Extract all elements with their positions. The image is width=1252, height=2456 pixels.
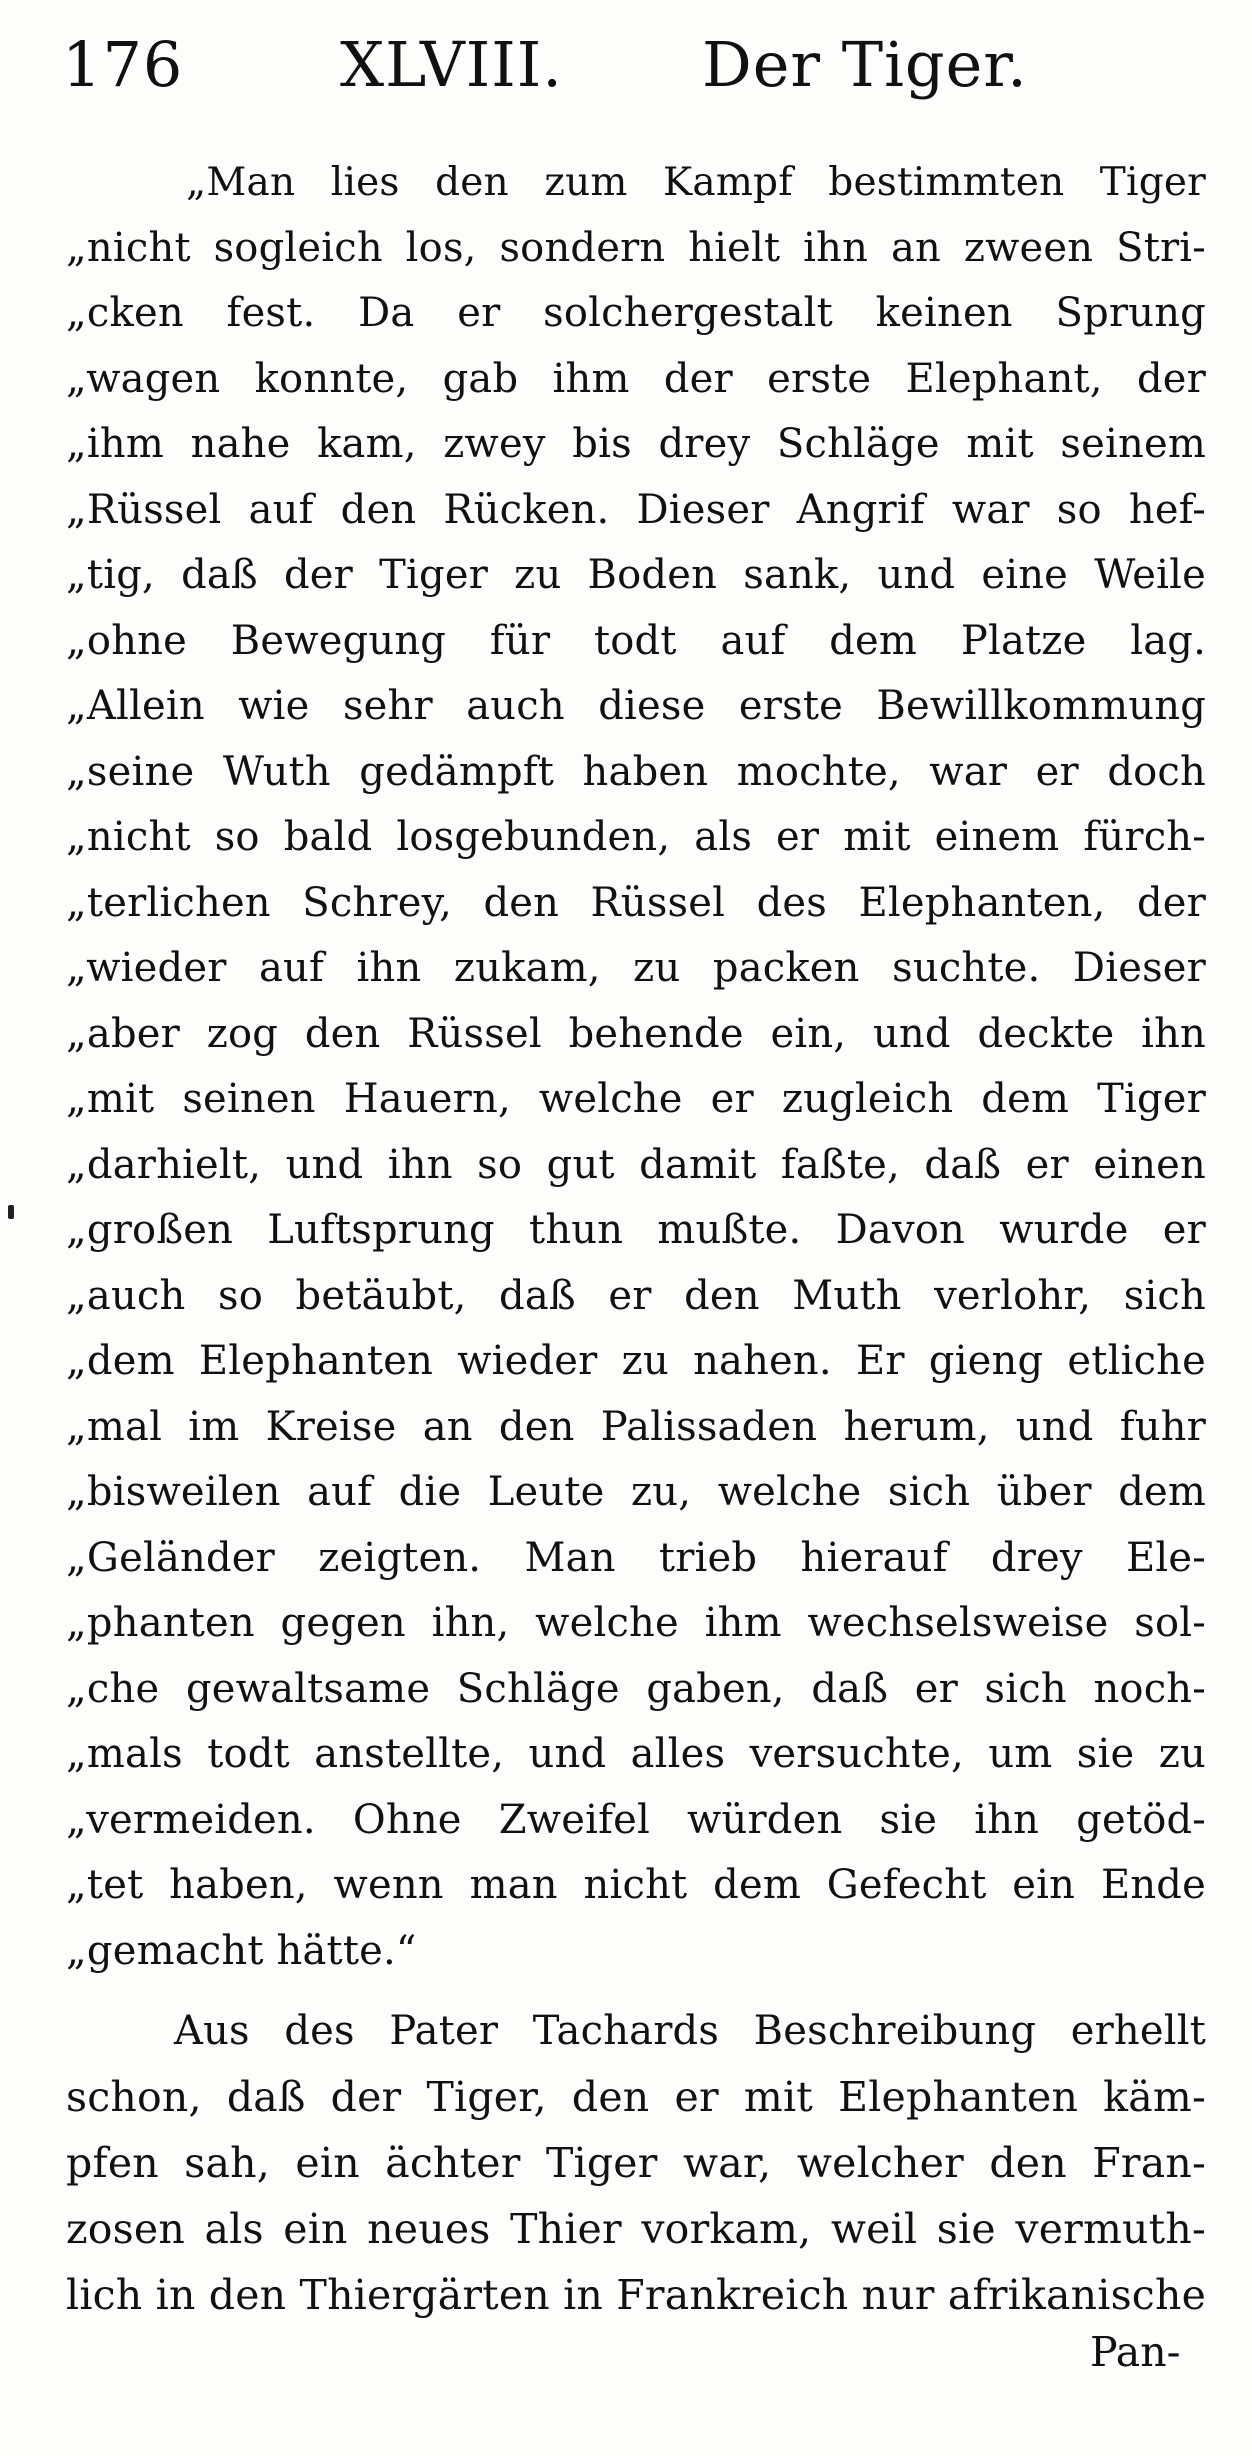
text-line: „wagen konnte, gab ihm der erste Elephant, der [66, 355, 1206, 402]
text-line: „mals todt anstellte, und alles versuchte, um sie zu [66, 1731, 1206, 1777]
text-line: „Rüssel auf den Rücken. Dieser Angrif war so hef- [66, 486, 1206, 533]
text-line: zosen als ein neues Thier vorkam, weil sie vermuth- [66, 2205, 1206, 2253]
text-line: „wieder auf ihn zukam, zu packen suchte. Dieser [66, 945, 1206, 991]
text-line: „nicht sogleich los, sondern hielt ihn an zween Stri- [66, 224, 1206, 271]
text-line: „dem Elephanten wieder zu nahen. Er gieng etliche [66, 1338, 1206, 1384]
text-line: „darhielt, und ihn so gut damit faßte, daß er einen [66, 1141, 1206, 1188]
body-paragraph [66, 1998, 1206, 2328]
text-line: „gemacht hätte.“ [66, 1927, 417, 1974]
text-line: „vermeiden. Ohne Zweifel würden sie ihn getöd- [66, 1796, 1206, 1843]
text-line: „tig, daß der Tiger zu Boden sank, und eine Weile [66, 552, 1206, 598]
margin-mark [8, 1205, 14, 1219]
page-number: 176 [62, 28, 184, 101]
text-line: „aber zog den Rüssel behende ein, und deckte ihn [66, 1010, 1206, 1057]
text-line: „mit seinen Hauern, welche er zugleich dem Tiger [66, 1076, 1206, 1122]
text-line: „ihm nahe kam, zwey bis drey Schläge mit seinem [66, 421, 1206, 467]
catchword: Pan- [1090, 2328, 1181, 2376]
text-line: „ohne Bewegung für todt auf dem Platze lag. [66, 617, 1206, 664]
text-line: „Geländer zeigten. Man trieb hierauf drey Ele- [66, 1534, 1206, 1581]
text-line: „mal im Kreise an den Palissaden herum, und fuhr [66, 1403, 1206, 1450]
text-line: Aus des Pater Tachards Beschreibung erhellt [174, 2008, 1206, 2054]
running-title: Der Tiger. [702, 28, 1028, 101]
text-line: „phanten gegen ihn, welche ihm wechselsweise sol- [66, 1600, 1206, 1646]
text-line: „großen Luftsprung thun mußte. Davon wurde er [66, 1207, 1206, 1253]
text-line: „seine Wuth gedämpft haben mochte, war er doch [66, 748, 1206, 795]
text-line: „bisweilen auf die Leute zu, welche sich über dem [66, 1469, 1206, 1515]
page-header [62, 18, 1202, 128]
chapter-number: XLVIII. [340, 28, 563, 101]
text-line: „Allein wie sehr auch diese erste Bewillkommung [66, 683, 1206, 729]
text-line: „nicht so bald losgebunden, als er mit einem fürch- [66, 814, 1206, 860]
text-line: schon, daß der Tiger, den er mit Elephanten käm- [66, 2073, 1206, 2121]
text-line: „che gewaltsame Schläge gaben, daß er sich noch- [66, 1665, 1206, 1712]
text-line: „cken fest. Da er solchergestalt keinen Sprung [66, 290, 1206, 336]
text-line: „tet haben, wenn man nicht dem Gefecht ein Ende [66, 1862, 1206, 1908]
text-line: „terlichen Schrey, den Rüssel des Elephanten, der [66, 879, 1206, 926]
text-line: „Man lies den zum Kampf bestimmten Tiger [186, 160, 1206, 205]
text-line: lich in den Thiergärten in Frankreich nur afrikanische [66, 2271, 1207, 2319]
text-line: „auch so betäubt, daß er den Muth verlohr, sich [66, 1272, 1206, 1319]
quoted-paragraph [66, 150, 1206, 1984]
text-line: pfen sah, ein ächter Tiger war, welcher den Fran- [66, 2139, 1206, 2187]
